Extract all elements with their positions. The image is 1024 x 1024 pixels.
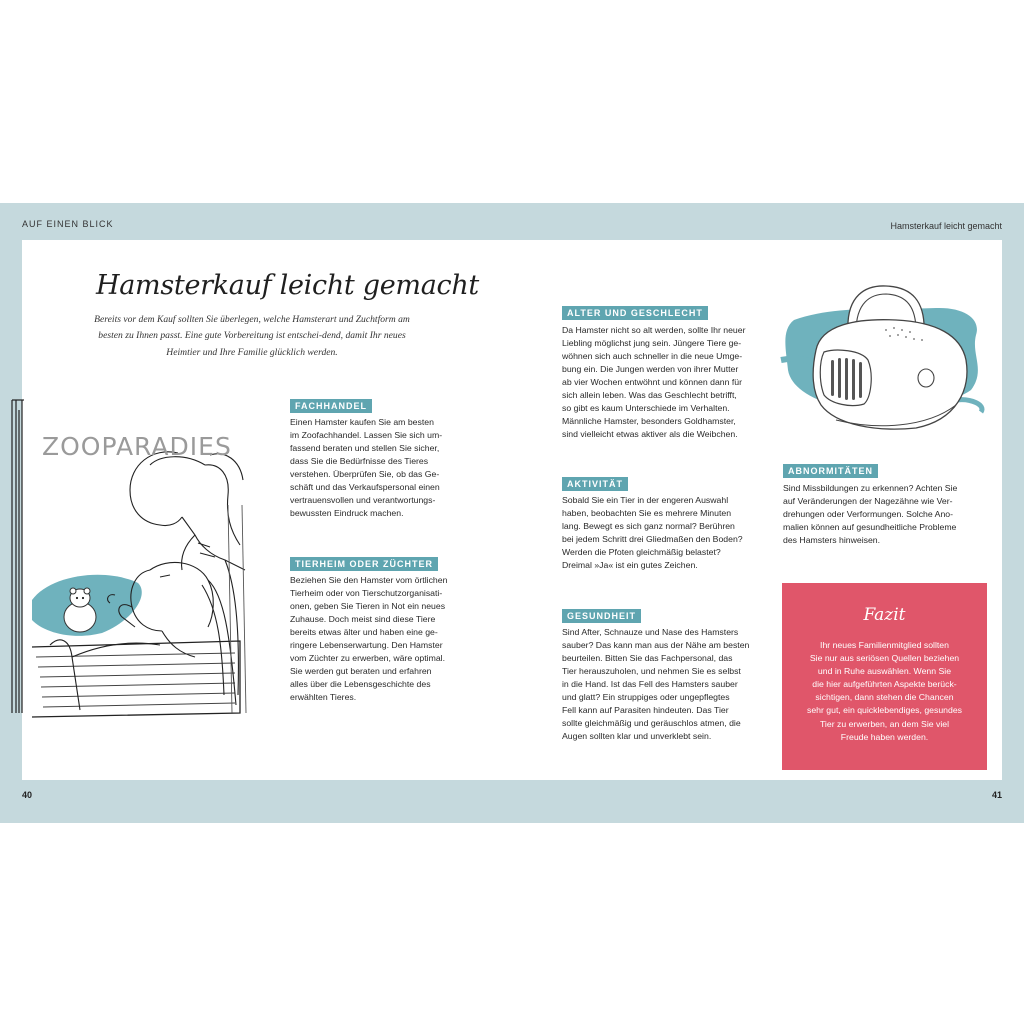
running-head-right: Hamsterkauf leicht gemacht bbox=[890, 221, 1002, 231]
heading-abnormitaeten: ABNORMITÄTEN bbox=[783, 464, 878, 478]
text-tierheim: Beziehen Sie den Hamster vom örtlichen Tierheim oder von Tierschutzorganisati- onen, geben Sie Tieren in Not ein neues Zuhause. Doch meist sind diese Tiere bereits etwas älter und haben eine ge- ringere Lebenserwartung. Den Hamster vom Züchter zu erwerben, wäre optimal. Sie werden gut beraten und erfahren alles über die Lebensgeschichte des erwählten Tieres. bbox=[290, 575, 448, 702]
text-gesundheit: Sind After, Schnauze und Nase des Hamsters sauber? Das kann man aus der Nähe am besten beurteilen. Bitten Sie das Fachpersonal, das Tier herauszuholen, und nehmen Sie es selbst in die Hand. Ist das Fell des Hamsters sauber und glatt? Ein struppiges oder ungepflegtes Fell kann auf Parasiten hindeuten. Das Tier sollte gleichmäßig und geräuschlos atmen, die Augen sollten klar und unverklebt sein. bbox=[562, 627, 750, 741]
text-fachhandel: Einen Hamster kaufen Sie am besten im Zoofachhandel. Lassen Sie sich um- fassend beraten und stellen Sie sicher, dass Sie die Bedürfnisse des Tieres verstehen. Überprüfen Sie, ob das Ge- schäft und das Verkaufspersonal einen vertrauensvollen und verantwortungs- bewussten Eindruck machen. bbox=[290, 417, 443, 518]
heading-alter: ALTER UND GESCHLECHT bbox=[562, 306, 708, 320]
heading-fachhandel: FACHHANDEL bbox=[290, 399, 372, 413]
text-alter: Da Hamster nicht so alt werden, sollte Ihr neuer Liebling möglichst jung sein. Jüngere Tiere ge- wöhnen sich auch schneller in die neue Umge- bung ein. Die Jungen werden von ihrer Mutter ab vier Wochen entwöhnt und können dann für sich allein leben. Was das Geschlecht betrifft, so gibt es kaum Unterschiede im Verhalten. Männliche Hamster, besonders Goldhamster, sind vielleicht etwas aktiver als die Weibchen. bbox=[562, 325, 746, 439]
page-number-left: 40 bbox=[22, 790, 33, 800]
running-head-left: AUF EINEN BLICK bbox=[22, 219, 114, 229]
shop-sign: ZOOPARADIES bbox=[42, 432, 232, 461]
fazit-box bbox=[782, 583, 987, 770]
fazit-title: Fazit bbox=[863, 605, 906, 625]
page-number-right: 41 bbox=[991, 790, 1002, 800]
heading-gesundheit: GESUNDHEIT bbox=[562, 609, 641, 623]
heading-aktivitaet: AKTIVITÄT bbox=[562, 477, 628, 491]
heading-tierheim: TIERHEIM ODER ZÜCHTER bbox=[290, 557, 438, 571]
pet-carrier-illustration bbox=[776, 280, 996, 430]
page-title: Hamsterkauf leicht gemacht bbox=[96, 270, 479, 301]
text-aktivitaet: Sobald Sie ein Tier in der engeren Auswahl haben, beobachten Sie es mehrere Minuten lang. Bewegt es sich ganz normal? Berühren bei jedem Schritt drei Gliedmaßen den Boden? Werden die Pfoten gleichmäßig belastet? Dreimal »Ja« ist ein gutes Zeichen. bbox=[562, 495, 743, 570]
fazit-text: Ihr neues Familienmitglied sollten Sie nur aus seriösen Quellen beziehen und in Ruhe auswählen. Wenn Sie die hier aufgeführten Aspekte berück- sichtigen, dann stehen die Chancen sehr gut, ein quicklebendiges, gesundes Tier zu erwerben, an dem Sie viel Freude haben werden. bbox=[806, 640, 963, 742]
text-abnormitaeten: Sind Missbildungen zu erkennen? Achten Sie auf Veränderungen der Nagezähne wie Ver- drehungen oder Verformungen. Solche Ano- malien können auf gesundheitliche Probleme des Hamsters hinweisen. bbox=[783, 483, 958, 545]
intro-text: Bereits vor dem Kauf sollten Sie überlegen, welche Hamsterart und Zuchtform am besten zu Ihnen passt. Eine gute Vorbereitung ist entschei-dend, damit Ihr neues Heimtier und Ihre Familie glücklich werden. bbox=[94, 314, 410, 358]
